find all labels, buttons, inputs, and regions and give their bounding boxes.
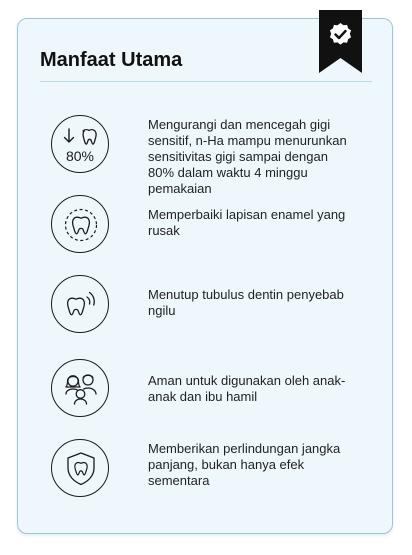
benefits-card	[17, 18, 393, 534]
title-divider	[40, 81, 372, 82]
benefit-text: Menutup tubulus dentin penyebab ngilu	[148, 287, 344, 318]
tooth-enamel-icon	[51, 195, 109, 253]
tooth-shield-icon	[51, 439, 109, 497]
sensitivity-percent: 80%	[65, 148, 95, 164]
tooth-sensitivity-down-icon	[51, 115, 109, 173]
card-title: Manfaat Utama	[40, 49, 183, 71]
benefit-text: Memperbaiki lapisan enamel yang rusak	[148, 207, 346, 238]
benefit-text: Mengurangi dan mencegah gigi sensitif, n-Ha mampu menurunkan sensitivitas gigi sampai dengan 80% dalam waktu 4 minggu pemakaian	[148, 117, 347, 196]
tooth-tubule-icon	[51, 275, 109, 333]
family-icon	[51, 359, 109, 417]
benefit-text: Aman untuk digunakan oleh anak-anak dan ibu hamil	[148, 373, 346, 404]
benefit-text: Memberikan perlindungan jangka panjang, bukan hanya efek sementara	[148, 441, 341, 488]
check-badge-icon	[319, 10, 362, 73]
